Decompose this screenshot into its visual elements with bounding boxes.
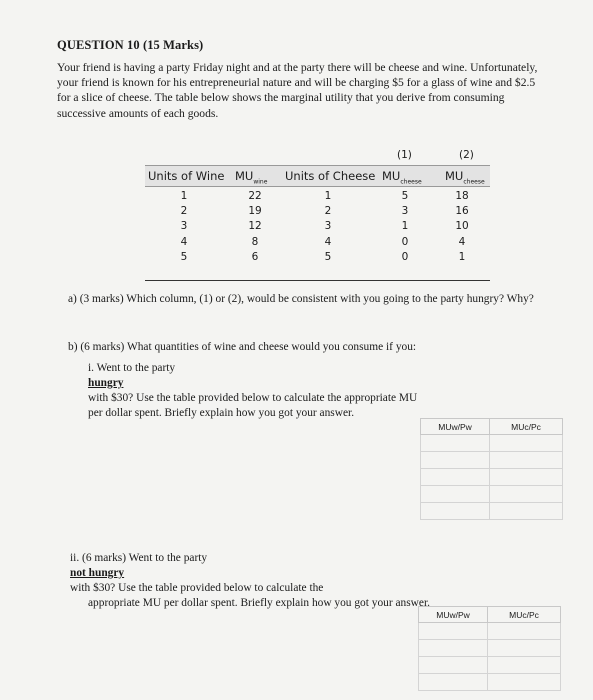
header-units-wine: Units of Wine: [148, 169, 225, 183]
part-b-question: b) (6 marks) What quantities of wine and cheese would you consume if you:: [68, 341, 417, 353]
cell-mu-cheese-2: 10: [455, 220, 469, 233]
table-row: [145, 251, 490, 266]
emphasis-hungry: hungry: [88, 377, 124, 389]
table-body: [145, 190, 490, 266]
table-row: [145, 236, 490, 251]
cell-mu-cheese-1: 5: [401, 190, 409, 202]
column-numbers: [145, 149, 490, 163]
question-paragraph: [57, 60, 577, 121]
header-mu-wine: $MU_{wine}$: [235, 169, 268, 186]
grid-cell[interactable]: [488, 623, 561, 640]
table-bottom-rule: [145, 280, 490, 281]
paragraph-line: for a slice of cheese. The table below shows the marginal utility that you derive from consuming: [57, 91, 505, 105]
answer-grid-hungry: [420, 418, 563, 520]
cell-units-cheese: 4: [324, 235, 332, 248]
paragraph-line: Your friend is having a party Friday night and at the party there will be cheese and wine. Unfortunately,: [57, 61, 538, 74]
grid-cell[interactable]: [488, 674, 561, 691]
cell-mu-wine: 8: [251, 235, 259, 248]
paragraph-line: your friend is known for his entrepreneurial nature and will be charging $5 for a glass of wine and $2.5: [57, 76, 536, 90]
grid-cell[interactable]: [490, 452, 563, 469]
grid-cell[interactable]: [490, 503, 563, 520]
question-title: QUESTION 10 (15 Marks): [57, 38, 204, 52]
cell-mu-wine: 22: [248, 190, 262, 202]
grid-cell[interactable]: [419, 674, 488, 691]
cell-mu-wine: 19: [248, 205, 262, 218]
cell-mu-wine: 12: [248, 220, 262, 233]
grid-header-muw-pw: MUw/Pw: [419, 607, 488, 623]
part-a-question: a) (3 marks) Which column, (1) or (2), would be consistent with you going to the party hungry? Why?: [68, 293, 534, 305]
cell-mu-cheese-1: 1: [401, 220, 409, 233]
cell-mu-cheese-1: 0: [401, 235, 409, 248]
grid-cell[interactable]: [421, 469, 490, 486]
cell-mu-cheese-2: 16: [455, 205, 469, 218]
table-row: [145, 190, 490, 205]
grid-cell[interactable]: [419, 640, 488, 657]
emphasis-not-hungry: not hungry: [70, 567, 125, 579]
answer-grid-not-hungry: [418, 606, 561, 691]
grid-header-muc-pc: MUc/Pc: [488, 607, 561, 623]
grid-cell[interactable]: [419, 623, 488, 640]
cell-mu-cheese-1: 3: [401, 205, 409, 218]
header-mu-cheese-1: $MU_{cheese}$: [382, 169, 422, 186]
cell-mu-cheese-2: 1: [458, 250, 466, 263]
cell-units-wine: 5: [180, 250, 188, 263]
table-header: [145, 165, 490, 187]
cell-units-cheese: 1: [324, 190, 332, 202]
cell-mu-cheese-2: 18: [455, 190, 469, 202]
cell-units-wine: 1: [180, 190, 188, 202]
grid-cell[interactable]: [490, 469, 563, 486]
grid-cell[interactable]: [421, 435, 490, 452]
grid-cell[interactable]: [421, 452, 490, 469]
grid-cell[interactable]: [490, 435, 563, 452]
table-row: [145, 220, 490, 235]
cell-units-cheese: 3: [324, 220, 332, 233]
cell-units-wine: 2: [180, 205, 188, 218]
table-row: [145, 205, 490, 220]
column-label-1: (1): [397, 149, 412, 161]
cell-units-wine: 3: [180, 220, 188, 233]
cell-units-cheese: 5: [324, 250, 332, 263]
cell-units-wine: 4: [180, 235, 188, 248]
part-b-i-question: i. Went to the party hungry with $30? Use the table provided below to calculate the appropriate MU per dollar spent. Briefly explain how you got your answer.: [88, 362, 418, 419]
part-b-ii-question: ii. (6 marks) Went to the party not hungry with $30? Use the table provided below to calculate the appropriate MU per dollar spent. Briefly explain how you got your answer.: [70, 552, 430, 609]
grid-cell[interactable]: [419, 657, 488, 674]
grid-cell[interactable]: [490, 486, 563, 503]
paragraph-line: successive amounts of each goods.: [57, 106, 219, 120]
grid-cell[interactable]: [488, 640, 561, 657]
cell-mu-cheese-1: 0: [401, 250, 409, 263]
grid-cell[interactable]: [488, 657, 561, 674]
grid-cell[interactable]: [421, 486, 490, 503]
column-label-2: (2): [459, 149, 474, 161]
cell-units-cheese: 2: [324, 205, 332, 218]
cell-mu-wine: 6: [251, 250, 259, 263]
grid-header-muw-pw: MUw/Pw: [421, 419, 490, 435]
header-units-cheese: Units of Cheese: [285, 169, 376, 183]
cell-mu-cheese-2: 4: [458, 235, 466, 248]
header-mu-cheese-2: $MU_{cheese}$: [445, 169, 485, 186]
grid-cell[interactable]: [421, 503, 490, 520]
grid-header-muc-pc: MUc/Pc: [490, 419, 563, 435]
